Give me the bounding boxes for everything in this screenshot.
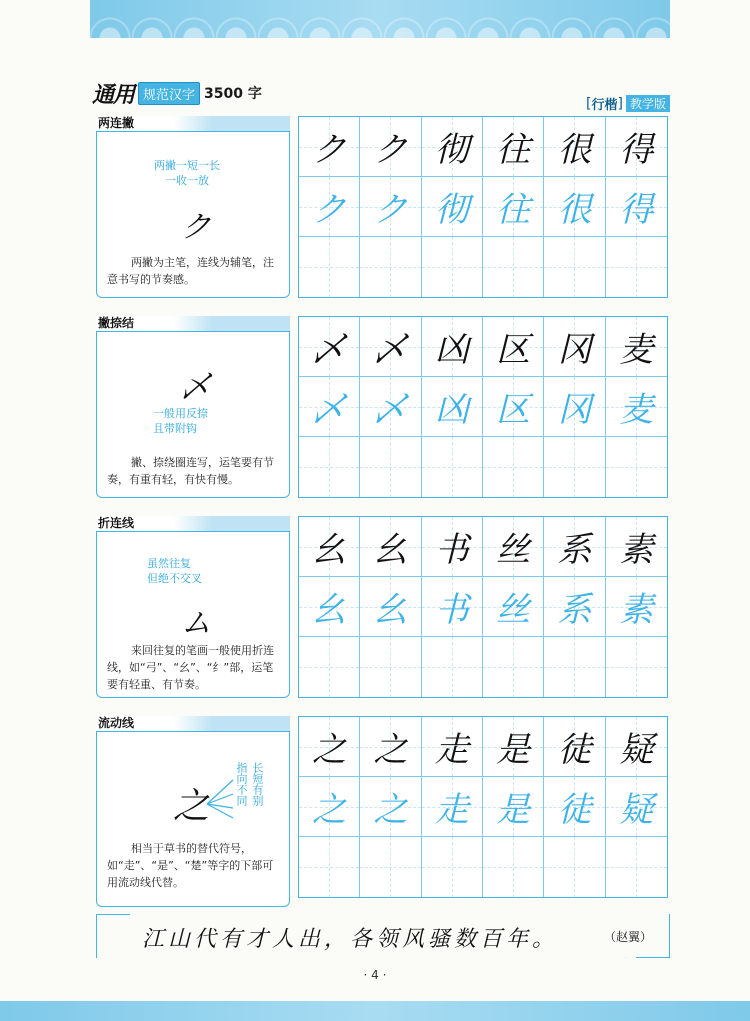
note-line: 且带附钩 — [153, 422, 197, 435]
edition-badge: 教学版 — [626, 95, 670, 112]
quote-box — [96, 908, 670, 960]
blank-cell — [544, 437, 605, 497]
model-char: ク — [360, 117, 421, 177]
series-title: 规范汉字 — [138, 82, 200, 105]
explanation-panel — [96, 331, 290, 498]
trace-char: 彻 — [422, 177, 483, 237]
note-line: 长短有别 — [251, 762, 264, 806]
explanation-panel — [96, 131, 290, 298]
blank-cell — [422, 837, 483, 897]
model-char: ク — [299, 117, 360, 177]
model-char: 素 — [606, 517, 667, 577]
practice-grid — [298, 116, 668, 298]
blank-cell — [606, 437, 667, 497]
blank-cell — [483, 637, 544, 697]
example-glyph: ム — [181, 606, 211, 641]
description: 两撇为主笔，连线为辅笔，注意书写的节奏感。 — [107, 256, 274, 286]
note-line: 一收一放 — [165, 174, 209, 187]
style-tag: [ 行楷 ] 教学版 — [586, 94, 670, 113]
left-bracket-ornament — [96, 914, 130, 958]
example-glyph: ク — [181, 210, 211, 245]
trace-char: 幺 — [360, 577, 421, 637]
blank-cell — [606, 237, 667, 297]
blank-cell — [544, 637, 605, 697]
model-char: 彻 — [422, 117, 483, 177]
trace-char: 麦 — [606, 377, 667, 437]
description: 来回往复的笔画一般使用折连线，如“弓”、“幺”、“纟”部，运笔要有轻重、有节奏。 — [107, 644, 274, 691]
trace-char: 徒 — [544, 777, 605, 837]
model-char: 凶 — [422, 317, 483, 377]
trace-char: 乄 — [299, 377, 360, 437]
example-glyph: 之 — [173, 786, 210, 827]
arrow-lines-icon — [205, 772, 235, 822]
model-char: 冈 — [544, 317, 605, 377]
trace-char: 凶 — [422, 377, 483, 437]
section-title: 两连撇 — [96, 116, 290, 131]
trace-char: 是 — [483, 777, 544, 837]
trace-char: 素 — [606, 577, 667, 637]
blank-cell — [606, 837, 667, 897]
bottom-decorative-band — [0, 1001, 750, 1021]
trace-char: 冈 — [544, 377, 605, 437]
model-char: 往 — [483, 117, 544, 177]
quote-text: 江山代有才人出，各领风骚数百年。 — [142, 927, 559, 952]
model-char: 书 — [422, 517, 483, 577]
blank-cell — [606, 637, 667, 697]
practice-grid — [298, 316, 668, 498]
blank-cell — [422, 637, 483, 697]
explanation-panel — [96, 731, 290, 907]
page-number: · 4 · — [363, 968, 387, 982]
practice-grid — [298, 716, 668, 898]
model-char: 幺 — [360, 517, 421, 577]
trace-char: 之 — [299, 777, 360, 837]
model-char: 系 — [544, 517, 605, 577]
trace-char: ク — [299, 177, 360, 237]
blank-cell — [360, 837, 421, 897]
blank-cell — [360, 637, 421, 697]
trace-char: 幺 — [299, 577, 360, 637]
model-char: 麦 — [606, 317, 667, 377]
trace-char: 往 — [483, 177, 544, 237]
note-line: 虽然往复 — [147, 557, 191, 570]
blank-cell — [422, 237, 483, 297]
trace-char: 丝 — [483, 577, 544, 637]
note-line: 指向不同 — [235, 762, 248, 806]
blank-cell — [299, 837, 360, 897]
section-liu-dong-xian — [96, 716, 670, 906]
section-title: 撇捺结 — [96, 316, 290, 331]
trace-char: 得 — [606, 177, 667, 237]
blank-cell — [360, 237, 421, 297]
model-char: 很 — [544, 117, 605, 177]
trace-char: 走 — [422, 777, 483, 837]
model-char: 得 — [606, 117, 667, 177]
blank-cell — [483, 837, 544, 897]
style-name: 行楷 — [591, 98, 618, 113]
section-zhe-lian-xian — [96, 516, 670, 706]
example-glyph: 乄 — [181, 370, 211, 405]
note-line: 一般用反捺 — [153, 407, 208, 420]
note-line: 两撇一短一长 — [154, 159, 220, 172]
blank-cell — [544, 837, 605, 897]
trace-char: 很 — [544, 177, 605, 237]
description: 撇、捺绕圈连写，运笔要有节奏，有重有轻，有快有慢。 — [107, 456, 274, 486]
trace-char: 书 — [422, 577, 483, 637]
blank-cell — [299, 437, 360, 497]
practice-grid — [298, 516, 668, 698]
section-liang-lian-pie — [96, 116, 670, 306]
blank-cell — [483, 437, 544, 497]
section-title: 流动线 — [96, 716, 290, 731]
description: 相当于草书的替代符号，如“走”、“是”、“楚”等字的下部可用流动线代替。 — [107, 842, 274, 889]
model-char: 幺 — [299, 517, 360, 577]
model-char: 乄 — [360, 317, 421, 377]
note-line: 但绝不交叉 — [147, 572, 202, 585]
model-char: 区 — [483, 317, 544, 377]
character-count: 3500 字 — [204, 86, 262, 102]
blank-cell — [299, 237, 360, 297]
section-title: 折连线 — [96, 516, 290, 531]
trace-char: 乄 — [360, 377, 421, 437]
blank-cell — [483, 237, 544, 297]
trace-char: 之 — [360, 777, 421, 837]
model-char: 之 — [299, 717, 360, 777]
model-char: 之 — [360, 717, 421, 777]
explanation-panel — [96, 531, 290, 698]
top-decorative-band — [90, 0, 670, 38]
model-char: 是 — [483, 717, 544, 777]
model-char: 疑 — [606, 717, 667, 777]
trace-char: ク — [360, 177, 421, 237]
model-char: 徒 — [544, 717, 605, 777]
blank-cell — [360, 437, 421, 497]
section-pie-na-jie — [96, 316, 670, 506]
quote-author: （赵翼） — [603, 930, 652, 944]
model-char: 乄 — [299, 317, 360, 377]
blank-cell — [422, 437, 483, 497]
book-header — [92, 78, 262, 108]
series-logo: 通用 — [92, 81, 135, 108]
model-char: 丝 — [483, 517, 544, 577]
blank-cell — [299, 637, 360, 697]
trace-char: 系 — [544, 577, 605, 637]
blank-cell — [544, 237, 605, 297]
trace-char: 疑 — [606, 777, 667, 837]
trace-char: 区 — [483, 377, 544, 437]
model-char: 走 — [422, 717, 483, 777]
